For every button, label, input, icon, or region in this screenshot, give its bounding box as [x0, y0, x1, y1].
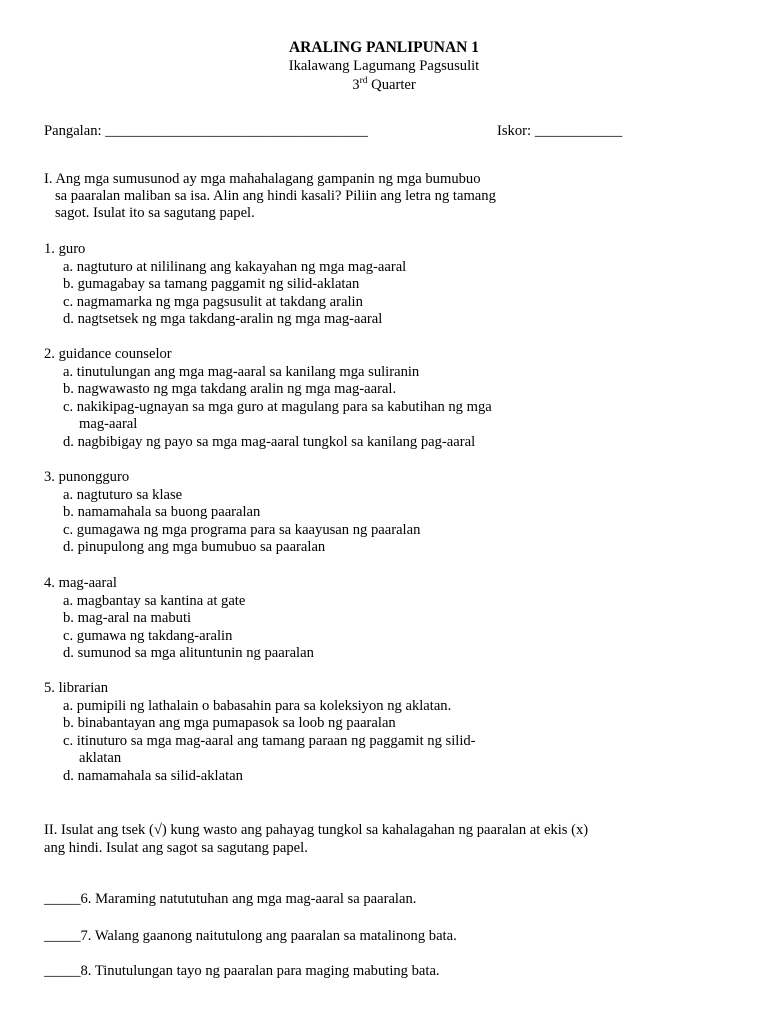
- choice-c: c. gumagawa ng mga programa para sa kaayusan ng paaralan: [63, 521, 421, 538]
- choice-b: b. namamahala sa buong paaralan: [63, 504, 261, 521]
- question-1: [44, 241, 406, 329]
- part2-instruction-line-1: II. Isulat ang tsek (√) kung wasto ang pahayag tungkol sa kahalagahan ng paaralan at ekis (x): [44, 822, 589, 838]
- name-field: Pangalan: ____________________________________: [44, 123, 368, 139]
- quarter-number: 3: [352, 77, 360, 93]
- part1-instruction-line-2: sa paaralan maliban sa isa. Alin ang hindi kasali? Piliin ang letra ng tamang: [44, 188, 496, 204]
- choice-a: a. magbantay sa kantina at gate: [63, 592, 246, 609]
- choice-c-continued: mag-aaral: [79, 416, 138, 433]
- choice-list: [44, 593, 314, 663]
- question-stem: 4. mag-aaral: [44, 575, 117, 591]
- quarter-ordinal-suffix: rd: [359, 76, 368, 87]
- choice-c: c. nakikipag-ugnayan sa mga guro at magulang para sa kabutihan ng mga: [63, 398, 492, 415]
- question-3: [44, 469, 420, 557]
- choice-list: [44, 698, 476, 786]
- choice-c-continued: aklatan: [79, 750, 122, 767]
- score-field: Iskor: ____________: [497, 123, 623, 139]
- choice-list: [44, 364, 492, 452]
- part1-instruction-line-1: I. Ang mga sumusunod ay mga mahahalagang gampanin ng mga bumubuo: [44, 171, 481, 187]
- choice-c: c. itinuturo sa mga mag-aaral ang tamang paraan ng paggamit ng silid-: [63, 732, 476, 749]
- document-header: [0, 38, 768, 95]
- choice-d: d. nagbibigay ng payo sa mga mag-aaral tungkol sa kanilang pag-aaral: [63, 433, 476, 450]
- choice-list: [44, 259, 406, 329]
- question-5: [44, 680, 476, 786]
- quarter-word: Quarter: [367, 77, 416, 93]
- choice-b: b. mag-aral na mabuti: [63, 610, 192, 627]
- question-2: [44, 346, 492, 452]
- true-false-item-6: _____6. Maraming natututuhan ang mga mag-aaral sa paaralan.: [44, 891, 417, 907]
- document-title: ARALING PANLIPUNAN 1: [288, 39, 480, 56]
- question-stem: 1. guro: [44, 241, 86, 257]
- question-4: [44, 575, 314, 663]
- document-subtitle: Ikalawang Lagumang Pagsusulit: [288, 58, 480, 74]
- quarter-label: [0, 76, 768, 95]
- choice-d: d. namamahala sa silid-aklatan: [63, 767, 243, 784]
- choice-list: [44, 487, 420, 557]
- choice-a: a. pumipili ng lathalain o babasahin para sa koleksiyon ng aklatan.: [63, 697, 452, 714]
- true-false-item-7: _____7. Walang gaanong naitutulong ang paaralan sa matalinong bata.: [44, 928, 457, 944]
- true-false-item-8: _____8. Tinutulungan tayo ng paaralan para maging mabuting bata.: [44, 963, 440, 979]
- question-stem: 5. librarian: [44, 680, 109, 696]
- choice-a: a. nagtuturo sa klase: [63, 486, 183, 503]
- choice-b: b. binabantayan ang mga pumapasok sa loob ng paaralan: [63, 715, 396, 732]
- choice-a: a. nagtuturo at nililinang ang kakayahan ng mga mag-aaral: [63, 258, 407, 275]
- part2-instruction-line-2: ang hindi. Isulat ang sagot sa sagutang papel.: [44, 840, 308, 856]
- choice-a: a. tinutulungan ang mga mag-aaral sa kanilang mga suliranin: [63, 363, 420, 380]
- choice-d: d. nagtsetsek ng mga takdang-aralin ng mga mag-aaral: [63, 311, 383, 328]
- choice-d: d. sumunod sa mga alituntunin ng paaralan: [63, 645, 314, 662]
- choice-c: c. nagmamarka ng mga pagsusulit at takdang aralin: [63, 293, 363, 310]
- choice-b: b. gumagabay sa tamang paggamit ng silid-aklatan: [63, 276, 360, 293]
- choice-b: b. nagwawasto ng mga takdang aralin ng mga mag-aaral.: [63, 381, 397, 398]
- question-stem: 3. punongguro: [44, 469, 130, 485]
- choice-c: c. gumawa ng takdang-aralin: [63, 627, 233, 644]
- choice-d: d. pinupulong ang mga bumubuo sa paaralan: [63, 539, 326, 556]
- question-stem: 2. guidance counselor: [44, 346, 172, 362]
- part1-instruction-line-3: sagot. Isulat ito sa sagutang papel.: [44, 205, 255, 221]
